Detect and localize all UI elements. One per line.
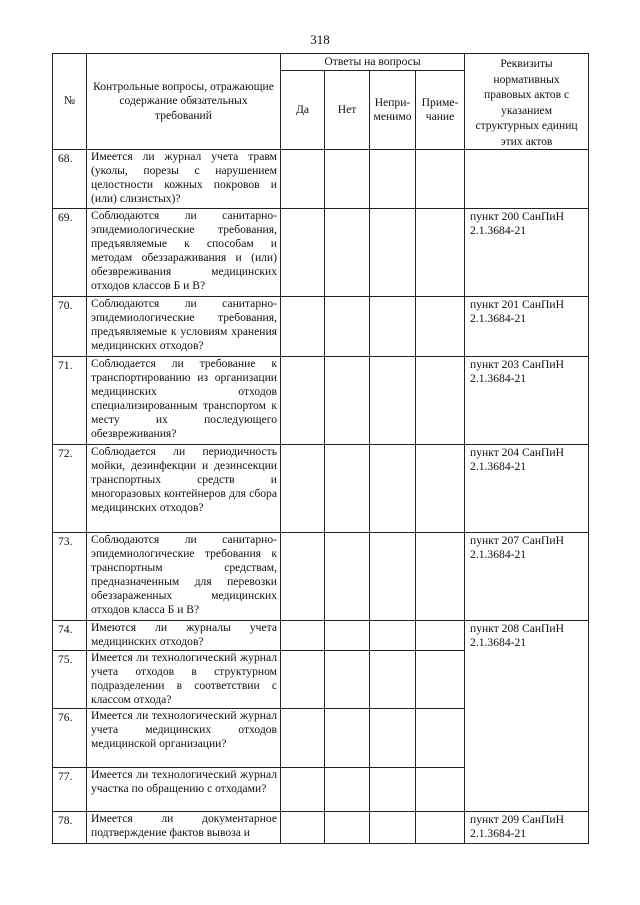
- answer-yes-cell[interactable]: [281, 709, 325, 768]
- answer-no-cell[interactable]: [325, 768, 370, 812]
- row-question: Имеется ли журнал учета травм (уколы, порезы с нарушением целостности кожных покровов и (или) слизистых)?: [87, 150, 281, 209]
- row-requisite: пункт 209 СанПиН 2.1.3684-21: [465, 812, 589, 844]
- row-number: 72.: [53, 445, 87, 533]
- answer-no-cell[interactable]: [325, 621, 370, 651]
- answer-yes-cell[interactable]: [281, 621, 325, 651]
- row-number: 73.: [53, 533, 87, 621]
- row-number: 68.: [53, 150, 87, 209]
- row-question: Соблюдается ли требование к транспортированию из организации медицинских отходов специализированным транспортом к месту их последующего обезвреживания?: [87, 357, 281, 445]
- header-requisites: Реквизиты нормативных правовых актов с указанием структурных единиц этих актов: [465, 54, 589, 150]
- answer-note-cell[interactable]: [416, 709, 465, 768]
- table-row: [53, 812, 589, 844]
- row-question: Соблюдаются ли санитарно-эпидемиологические требования к транспортным средствам, предназначенным для перевозки обеззараженных медицинских отходов класса Б и В?: [87, 533, 281, 621]
- answer-no-cell[interactable]: [325, 651, 370, 709]
- row-question: Имеется ли технологический журнал учета медицинских отходов медицинской организации?: [87, 709, 281, 768]
- answer-na-cell[interactable]: [370, 150, 416, 209]
- answer-na-cell[interactable]: [370, 209, 416, 297]
- answer-no-cell[interactable]: [325, 533, 370, 621]
- row-number: 71.: [53, 357, 87, 445]
- row-number: 74.: [53, 621, 87, 651]
- row-question: Имеются ли журналы учета медицинских отходов?: [87, 621, 281, 651]
- answer-na-cell[interactable]: [370, 445, 416, 533]
- row-number: 76.: [53, 709, 87, 768]
- row-question: Имеется ли технологический журнал участка по обращению с отходами?: [87, 768, 281, 812]
- table-row: [53, 621, 589, 651]
- answer-note-cell[interactable]: [416, 621, 465, 651]
- row-question: Имеется ли документарное подтверждение фактов вывоза и: [87, 812, 281, 844]
- row-number: 75.: [53, 651, 87, 709]
- answer-yes-cell[interactable]: [281, 150, 325, 209]
- row-requisite: пункт 203 СанПиН 2.1.3684-21: [465, 357, 589, 445]
- answer-note-cell[interactable]: [416, 651, 465, 709]
- answer-note-cell[interactable]: [416, 812, 465, 844]
- row-number: 69.: [53, 209, 87, 297]
- row-requisite: пункт 204 СанПиН 2.1.3684-21: [465, 445, 589, 533]
- answer-no-cell[interactable]: [325, 297, 370, 357]
- answer-yes-cell[interactable]: [281, 768, 325, 812]
- answer-yes-cell[interactable]: [281, 357, 325, 445]
- header-question: Контрольные вопросы, отражающие содержание обязательных требований: [87, 54, 281, 150]
- answer-yes-cell[interactable]: [281, 297, 325, 357]
- row-requisite: пункт 208 СанПиН 2.1.3684-21: [465, 621, 589, 812]
- answer-na-cell[interactable]: [370, 533, 416, 621]
- row-number: 77.: [53, 768, 87, 812]
- header-answers-group: Ответы на вопросы: [281, 54, 465, 71]
- table-row: [53, 357, 589, 445]
- row-question: Соблюдаются ли санитарно-эпидемиологические требования, предъявляемые к условиям хранения медицинских отходов?: [87, 297, 281, 357]
- row-number: 78.: [53, 812, 87, 844]
- answer-note-cell[interactable]: [416, 297, 465, 357]
- answer-na-cell[interactable]: [370, 621, 416, 651]
- header-num: №: [53, 54, 87, 150]
- answer-note-cell[interactable]: [416, 209, 465, 297]
- table-row: [53, 445, 589, 533]
- table-row: [53, 297, 589, 357]
- page-number: 318: [310, 32, 330, 47]
- answer-no-cell[interactable]: [325, 445, 370, 533]
- answer-na-cell[interactable]: [370, 357, 416, 445]
- answer-no-cell[interactable]: [325, 209, 370, 297]
- answer-note-cell[interactable]: [416, 768, 465, 812]
- answer-no-cell[interactable]: [325, 357, 370, 445]
- row-requisite: пункт 207 СанПиН 2.1.3684-21: [465, 533, 589, 621]
- answer-na-cell[interactable]: [370, 812, 416, 844]
- answer-na-cell[interactable]: [370, 768, 416, 812]
- header-note: Приме-чание: [416, 71, 465, 150]
- answer-no-cell[interactable]: [325, 709, 370, 768]
- header-yes: Да: [281, 71, 325, 150]
- row-number: 70.: [53, 297, 87, 357]
- row-question: Соблюдаются ли санитарно-эпидемиологические требования, предъявляемые к способам и методам обеззараживания и (или) обезвреживания медицинских отходов классов Б и В?: [87, 209, 281, 297]
- row-requisite: [465, 150, 589, 209]
- answer-note-cell[interactable]: [416, 150, 465, 209]
- answer-yes-cell[interactable]: [281, 533, 325, 621]
- answer-yes-cell[interactable]: [281, 651, 325, 709]
- row-question: Имеется ли технологический журнал учета отходов в структурном подразделении в соответствии с классом отхода?: [87, 651, 281, 709]
- answer-yes-cell[interactable]: [281, 812, 325, 844]
- row-requisite: пункт 200 СанПиН 2.1.3684-21: [465, 209, 589, 297]
- answer-na-cell[interactable]: [370, 709, 416, 768]
- row-requisite: пункт 201 СанПиН 2.1.3684-21: [465, 297, 589, 357]
- answer-no-cell[interactable]: [325, 150, 370, 209]
- answer-na-cell[interactable]: [370, 651, 416, 709]
- answer-na-cell[interactable]: [370, 297, 416, 357]
- table-row: [53, 533, 589, 621]
- answer-note-cell[interactable]: [416, 445, 465, 533]
- checklist-table: [52, 53, 589, 844]
- answer-note-cell[interactable]: [416, 357, 465, 445]
- answer-yes-cell[interactable]: [281, 445, 325, 533]
- header-no: Нет: [325, 71, 370, 150]
- header-row: [53, 54, 589, 71]
- answer-no-cell[interactable]: [325, 812, 370, 844]
- table-row: [53, 209, 589, 297]
- row-question: Соблюдается ли периодичность мойки, дезинфекции и дезинсекции транспортных средств и многоразовых контейнеров для сбора медицинских отходов?: [87, 445, 281, 533]
- answer-note-cell[interactable]: [416, 533, 465, 621]
- table-row: [53, 150, 589, 209]
- answer-yes-cell[interactable]: [281, 209, 325, 297]
- header-not-applicable: Непри-менимо: [370, 71, 416, 150]
